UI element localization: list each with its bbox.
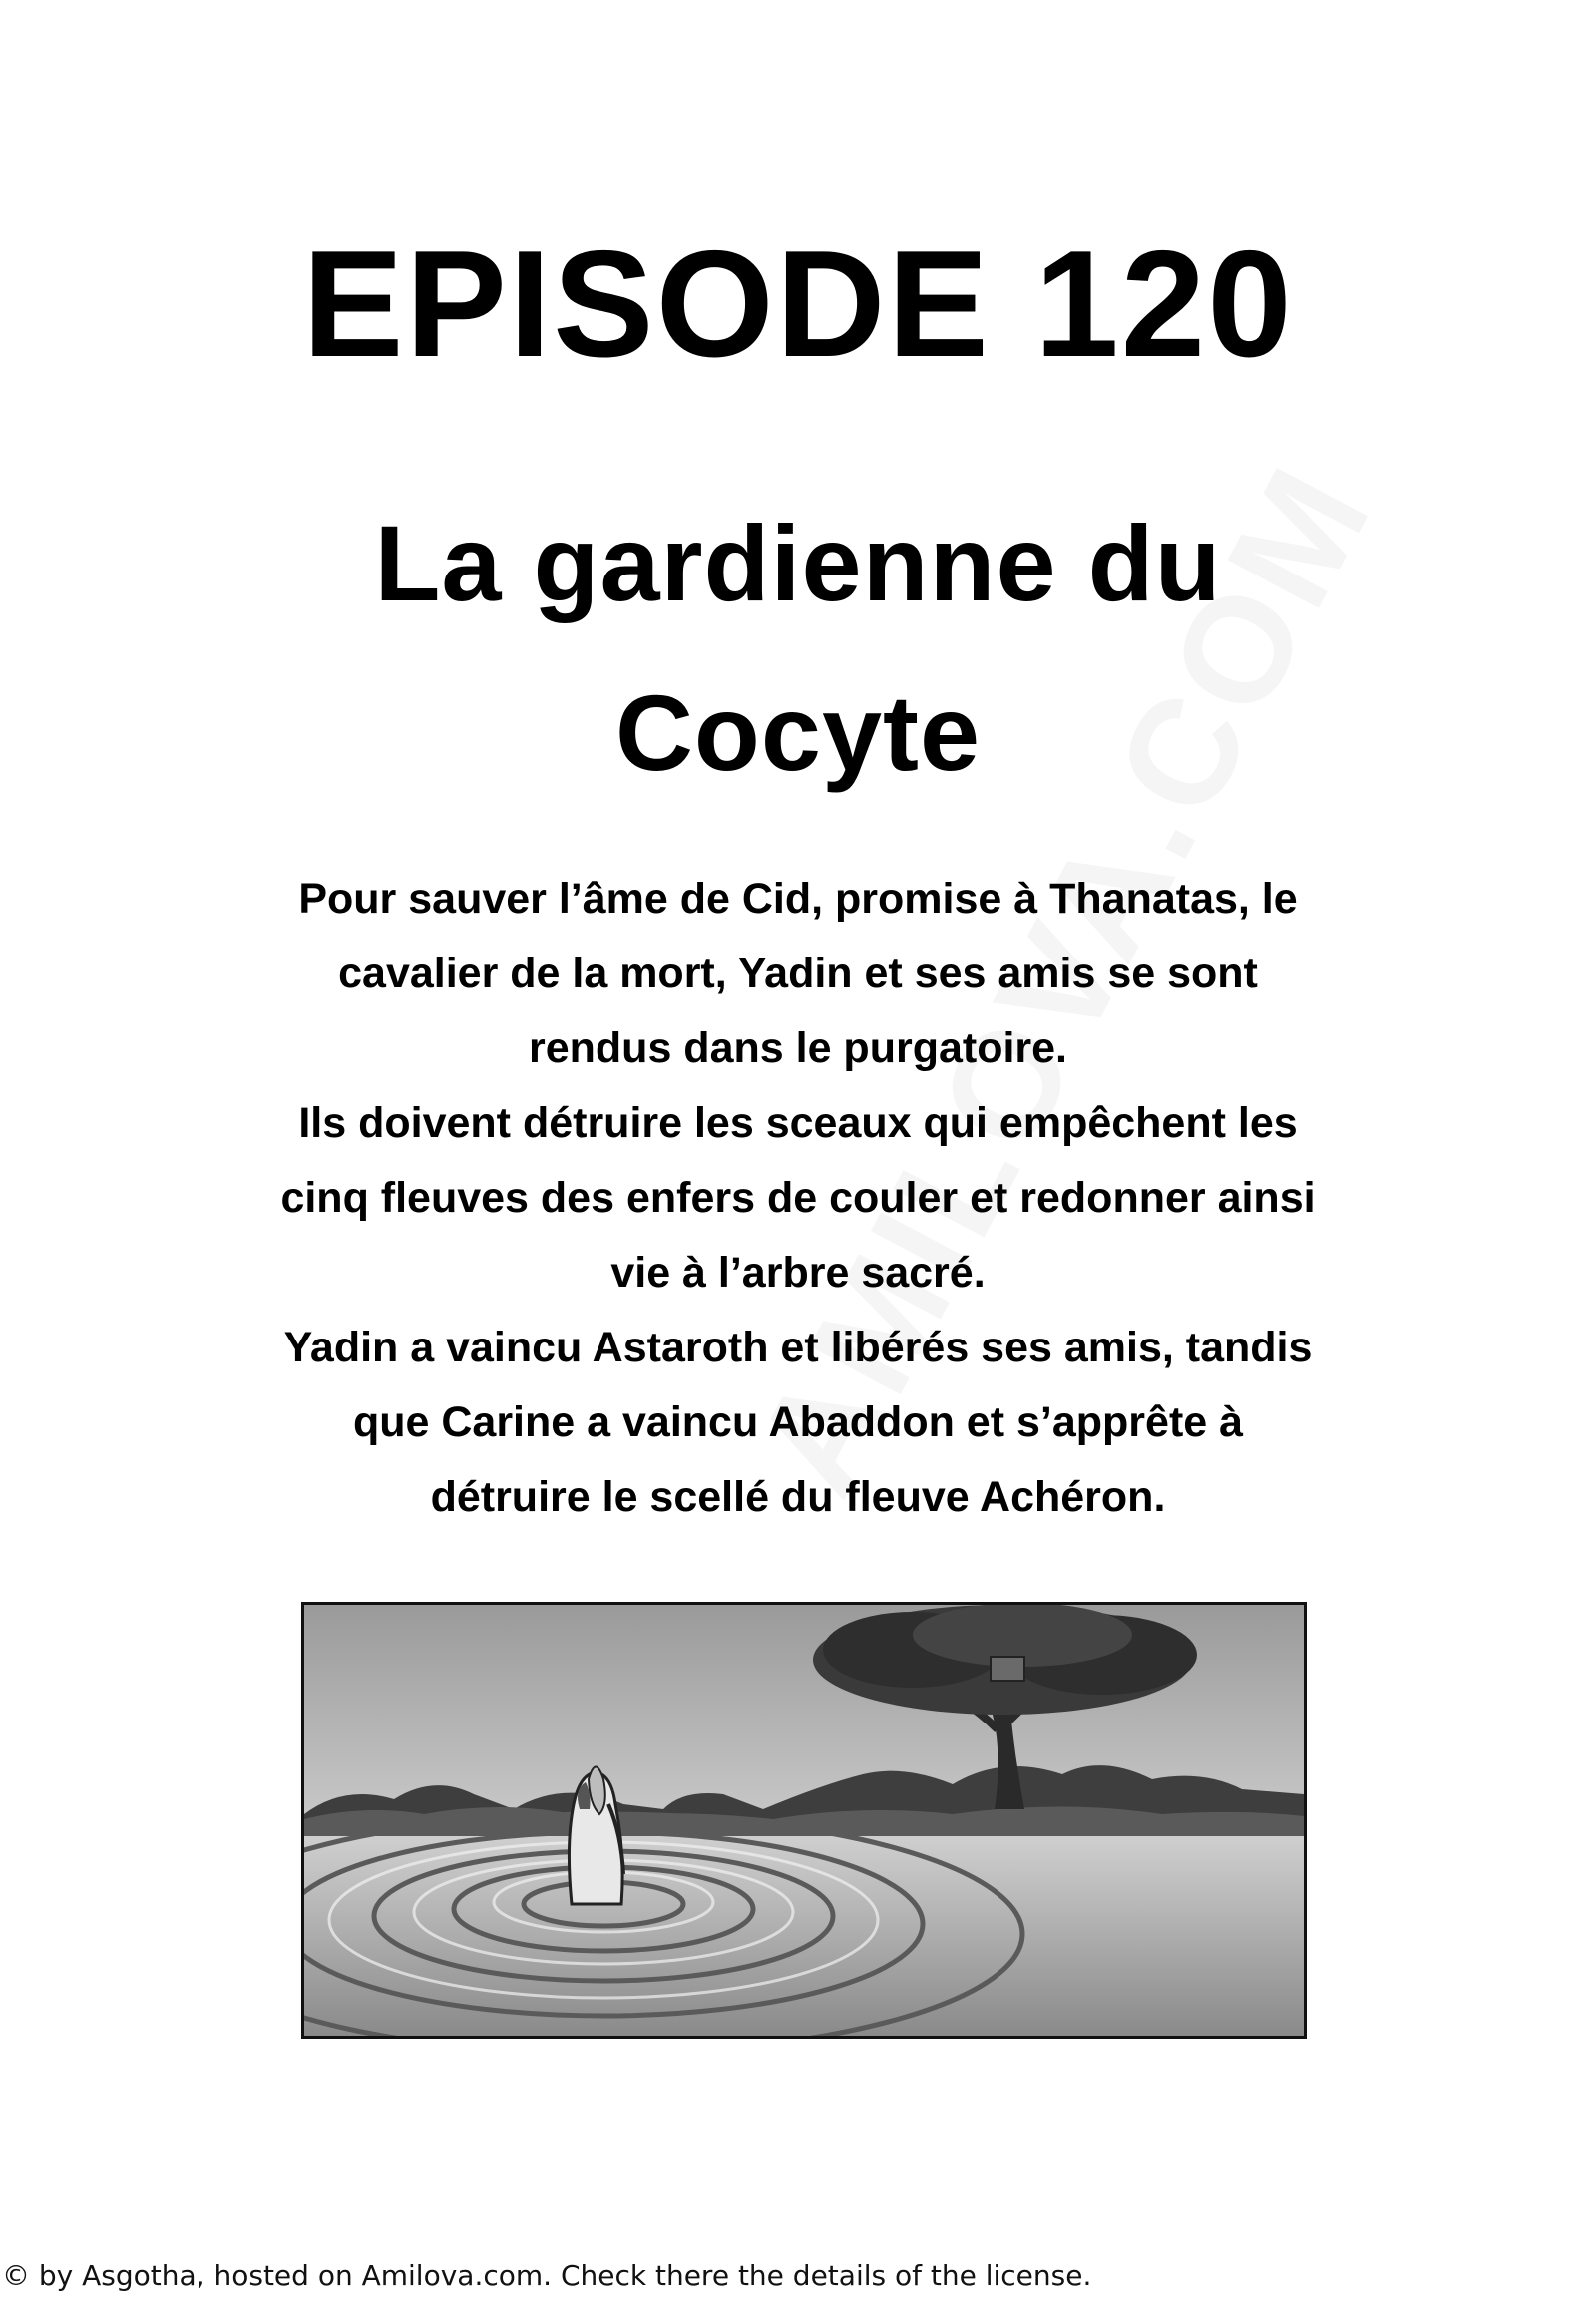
episode-number: EPISODE 120 [302, 219, 1294, 389]
comic-panel-illustration [301, 1602, 1307, 2039]
episode-title-line-2: Cocyte [614, 672, 982, 793]
summary-line: rendus dans le purgatoire. [529, 1024, 1067, 1072]
episode-title-line-1: La gardienne du [374, 503, 1222, 623]
lake-scene-art [304, 1605, 1304, 2036]
summary-paragraph-1 [150, 862, 1446, 1086]
summary-paragraph-2 [150, 1086, 1446, 1311]
license-credit: © by Asgotha, hosted on Amilova.com. Check there the details of the license. [2, 2259, 1092, 2292]
summary-line: Ils doivent détruire les sceaux qui empêchent les [298, 1099, 1298, 1147]
episode-title [0, 479, 1596, 818]
summary-paragraph-3 [150, 1311, 1446, 1535]
summary-line: que Carine a vaincu Abaddon et s’apprête à [352, 1398, 1244, 1446]
summary-line: cinq fleuves des enfers de couler et redonner ainsi [280, 1174, 1316, 1222]
summary-line: cavalier de la mort, Yadin et ses amis se sont [338, 950, 1258, 997]
summary-line: Yadin a vaincu Astaroth et libérés ses amis, tandis [283, 1324, 1313, 1371]
episode-summary [150, 862, 1446, 1535]
summary-line: Pour sauver l’âme de Cid, promise à Thanatas, le [298, 875, 1298, 923]
summary-line: vie à l’arbre sacré. [610, 1249, 986, 1297]
summary-line: détruire le scellé du fleuve Achéron. [430, 1473, 1166, 1521]
